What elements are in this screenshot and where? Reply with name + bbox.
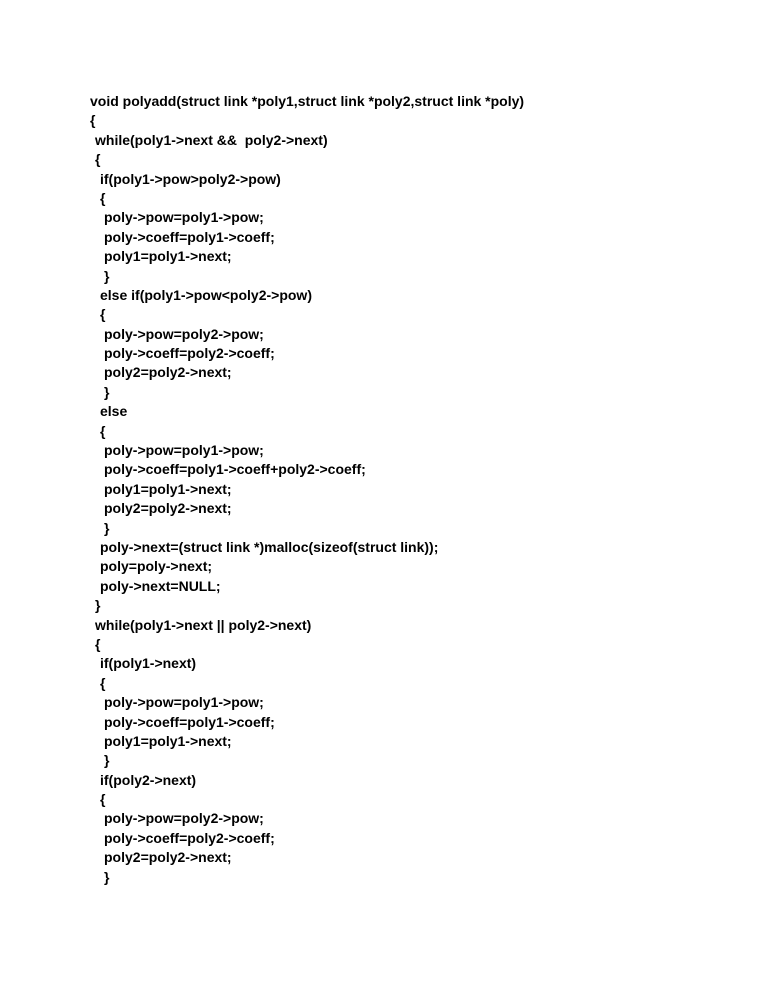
code-line: poly->coeff=poly1->coeff+poly2->coeff;	[104, 461, 366, 478]
code-line: void polyadd(struct link *poly1,struct link *poly2,struct link *poly)	[90, 93, 525, 109]
code-line: if(poly1->next)	[100, 655, 197, 672]
code-line: while(poly1->next || poly2->next)	[95, 616, 312, 633]
code-line: poly->pow=poly1->pow;	[104, 694, 264, 711]
code-line: if(poly2->next)	[100, 771, 197, 788]
code-line: }	[104, 267, 110, 284]
code-line: {	[100, 674, 106, 691]
code-line: poly2=poly2->next;	[104, 849, 232, 866]
code-line: poly->pow=poly1->pow;	[104, 442, 264, 459]
code-line: poly1=poly1->next;	[104, 732, 232, 749]
code-line: poly->coeff=poly1->coeff;	[104, 713, 275, 730]
code-line: {	[100, 306, 106, 323]
code-line: while(poly1->next && poly2->next)	[95, 131, 328, 148]
code-line: {	[95, 151, 101, 168]
code-line: }	[104, 519, 110, 536]
code-line: poly->coeff=poly2->coeff;	[104, 345, 275, 362]
code-listing	[90, 92, 524, 887]
code-line: {	[95, 635, 101, 652]
code-line: poly->coeff=poly1->coeff;	[104, 228, 275, 245]
code-line: if(poly1->pow>poly2->pow)	[100, 170, 281, 187]
code-line: {	[100, 422, 106, 439]
code-line: }	[95, 597, 101, 614]
code-line: poly->next=(struct link *)malloc(sizeof(struct link));	[100, 538, 439, 555]
code-line: poly->next=NULL;	[100, 577, 221, 594]
code-line: {	[90, 112, 96, 129]
code-line: {	[100, 189, 106, 206]
code-line: {	[100, 791, 106, 808]
code-line: }	[104, 868, 110, 885]
code-line: poly->pow=poly2->pow;	[104, 325, 264, 342]
code-line: else	[100, 403, 128, 420]
code-line: poly1=poly1->next;	[104, 248, 232, 265]
code-line: }	[104, 383, 110, 400]
code-line: poly=poly->next;	[100, 558, 213, 575]
code-line: poly2=poly2->next;	[104, 364, 232, 381]
code-line: }	[104, 752, 110, 769]
code-line: poly->coeff=poly2->coeff;	[104, 829, 275, 846]
code-line: poly2=poly2->next;	[104, 500, 232, 517]
code-line: poly->pow=poly2->pow;	[104, 810, 264, 827]
code-line: poly1=poly1->next;	[104, 480, 232, 497]
code-line: poly->pow=poly1->pow;	[104, 209, 264, 226]
code-line: else if(poly1->pow<poly2->pow)	[100, 286, 312, 303]
